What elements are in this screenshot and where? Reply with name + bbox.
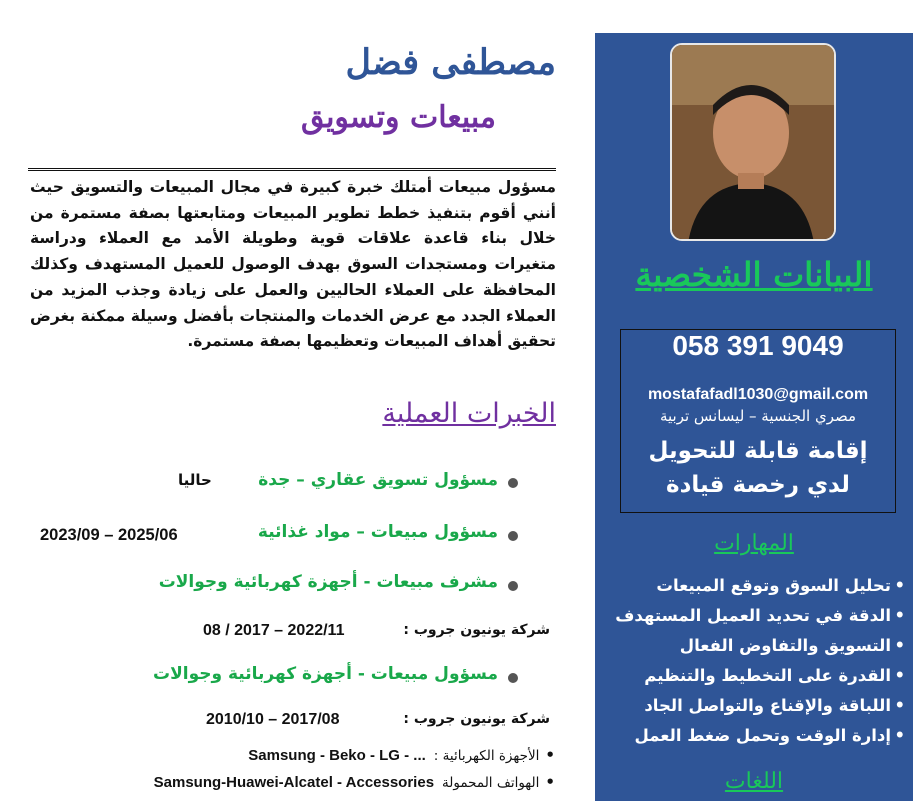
job-title: مبيعات وتسويق <box>301 100 496 135</box>
profile-photo <box>670 43 836 241</box>
brand-value: Samsung-Huawei-Alcatel - Accessories <box>153 774 435 791</box>
experience-company: شركة يونيون جروب : <box>403 711 550 727</box>
brand-label: الأجهزة الكهربائية : <box>433 748 540 764</box>
experience-title: مشرف مبيعات - أجهزة كهربائية وجوالات <box>158 572 498 592</box>
skill-item: • تحليل السوق وتوقع المبيعات <box>625 571 905 601</box>
skill-item: • اللباقة والإقناع والتواصل الجاد <box>625 691 905 721</box>
experience-title: مسؤول تسويق عقاري – جدة <box>258 470 498 490</box>
bullet-icon: • <box>545 746 555 764</box>
bullet-icon: • <box>545 773 555 791</box>
skill-item: • الدقة في تحديد العميل المستهدف <box>625 601 905 631</box>
phone-number: 058 391 9049 <box>672 330 844 361</box>
skill-item: • التسويق والتفاوض الفعال <box>625 631 905 661</box>
brand-row-appliances <box>248 746 555 764</box>
skill-item: • إدارة الوقت وتحمل ضغط العمل <box>625 721 905 751</box>
brand-row-mobiles <box>154 773 555 791</box>
brand-label: الهواتف المحمولة <box>442 775 540 791</box>
profile-photo-image <box>670 45 834 241</box>
skill-item: • القدرة على التخطيط والتنظيم <box>625 661 905 691</box>
header-divider <box>28 168 556 173</box>
candidate-name: مصطفى فضل <box>345 42 556 83</box>
residency-line: إقامة قابلة للتحويل <box>648 438 868 464</box>
experience-heading: الخبرات العملية <box>382 398 556 429</box>
skills-heading: المهارات <box>714 531 794 556</box>
license-line: لدي رخصة قيادة <box>666 472 850 498</box>
bullet-icon <box>508 673 518 683</box>
experience-date: حاليا <box>178 471 212 489</box>
residency-license <box>621 434 895 502</box>
experience-dates: 08 / 2017 – 2022/11 <box>203 622 345 639</box>
experience-date: 2023/09 – 2025/06 <box>40 526 178 544</box>
profile-summary: مسؤول مبيعات أمتلك خبرة كبيرة في مجال المبيعات والتسويق حيث أنني أقوم بتنفيذ خطط تطوير المبيعات ومتابعتها بصفة مستمرة من خلال بناء قاعدة علاقات قوية وطويلة الأمد مع العملاء ودراسة متغيرات ومستجدات السوق بهدف الوصول للعميل المستهدف وكذلك المحافظة على العملاء الحاليين والعمل على زيادة وجذب المزيد من العملاء الجدد مع عرض الخدمات والمنتجات بأفضل وسيلة ممكنة بغرض تحقيق أهداف المبيعات وتعظيمها بصفة مستمرة. <box>30 178 556 351</box>
experience-company: شركة يونيون جروب : <box>403 622 550 638</box>
skills-list <box>615 571 905 751</box>
experience-title: مسؤول مبيعات - أجهزة كهربائية وجوالات <box>153 664 498 684</box>
brand-value: Samsung - Beko - LG - ... <box>248 747 426 764</box>
sidebar <box>595 33 913 801</box>
experience-title: مسؤول مبيعات – مواد غذائية <box>257 522 498 542</box>
bullet-icon <box>508 531 518 541</box>
experience-dates: 2010/10 – 2017/08 <box>206 711 340 728</box>
personal-info-heading: البيانات الشخصية <box>635 255 873 294</box>
nationality-education: مصري الجنسية – ليسانس تربية <box>659 407 857 425</box>
bullet-icon <box>508 581 518 591</box>
languages-heading: اللغات <box>724 769 784 794</box>
contact-box <box>620 329 896 513</box>
bullet-icon <box>508 478 518 488</box>
email-address: mostafafadl1030@gmail.com <box>647 386 869 403</box>
